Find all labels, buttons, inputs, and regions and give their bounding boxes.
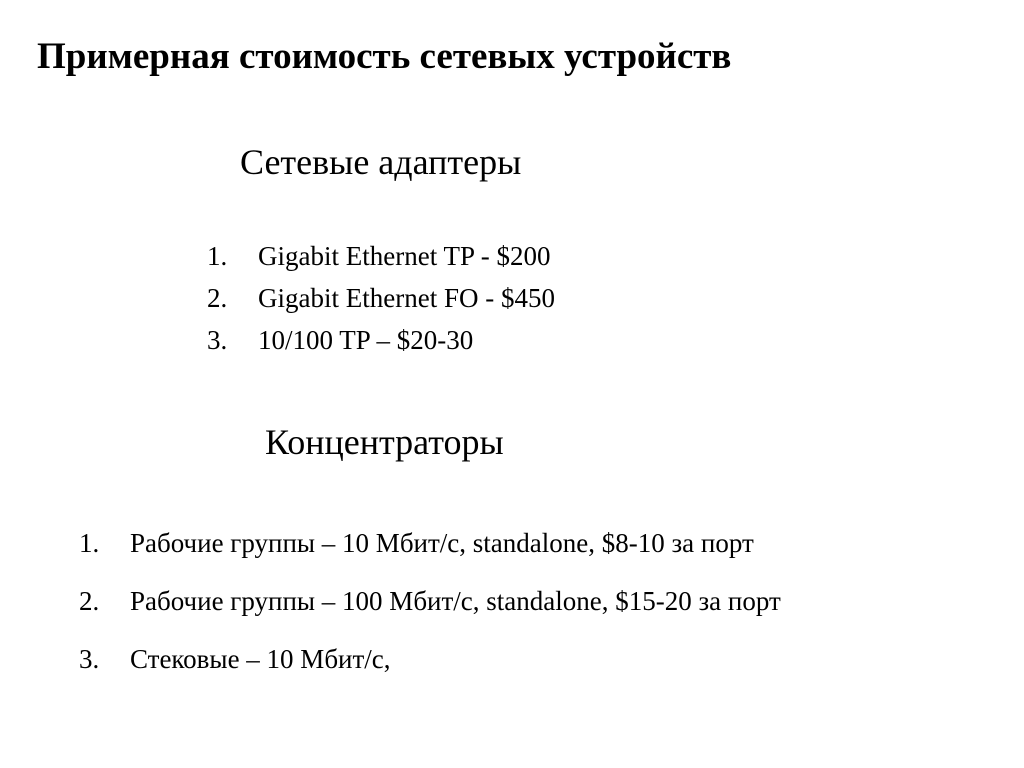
list-item-text: Рабочие группы – 10 Мбит/с, standalone, $8-10 за порт	[130, 528, 754, 558]
list-item	[207, 235, 767, 277]
list-number: 3.	[79, 644, 100, 674]
list-item-text: Gigabit Ethernet TP - $200	[258, 241, 551, 271]
hubs-heading: Концентраторы	[265, 422, 504, 462]
list-number: 3.	[207, 325, 228, 355]
list-item	[207, 319, 767, 361]
list-item	[207, 277, 767, 319]
list-item-text: Стековые – 10 Мбит/с,	[130, 644, 391, 674]
list-item	[79, 580, 879, 622]
list-number: 1.	[207, 241, 228, 271]
list-number: 2.	[207, 283, 228, 313]
list-item-text: Рабочие группы – 100 Мбит/с, standalone, $15-20 за порт	[130, 586, 781, 616]
adapters-list	[207, 235, 767, 361]
list-number: 1.	[79, 528, 100, 558]
slide-title: Примерная стоимость сетевых устройств	[37, 36, 732, 77]
adapters-heading: Сетевые адаптеры	[240, 142, 522, 182]
list-item	[79, 522, 879, 564]
list-item	[79, 638, 879, 680]
hubs-list	[79, 522, 879, 696]
list-item-text: Gigabit Ethernet FO - $450	[258, 283, 555, 313]
list-item-text: 10/100 TP – $20-30	[258, 325, 474, 355]
list-number: 2.	[79, 586, 100, 616]
